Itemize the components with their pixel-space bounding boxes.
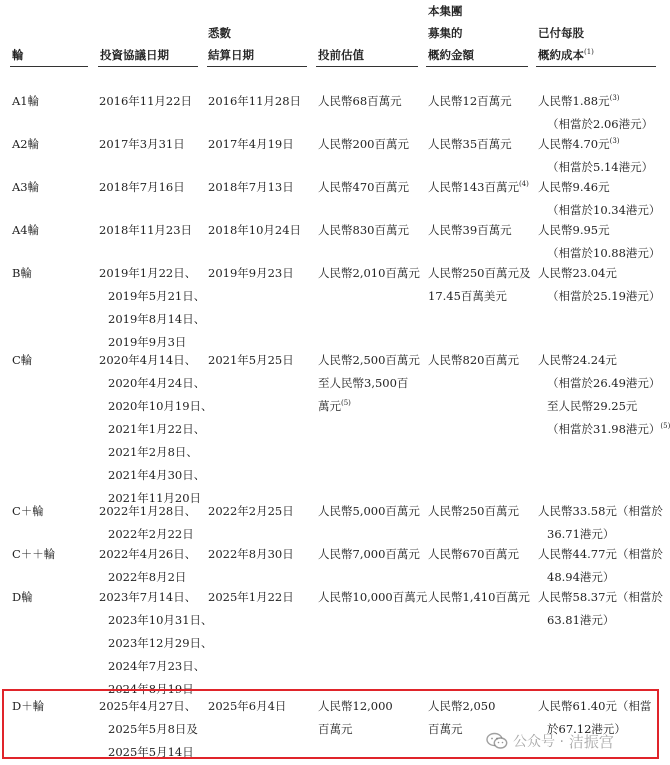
settlement-date-line: 2025年6月4日: [208, 699, 287, 713]
round-name: [12, 176, 39, 199]
agreement-dates-line: 2022年1月28日、: [99, 504, 197, 518]
agreement-dates-line: 2023年10月31日、: [108, 613, 213, 627]
amount-raised-line: 人民幣2,050: [428, 699, 496, 713]
amount-raised-line: 人民幣1,410百萬元: [428, 590, 530, 604]
header-rule-amount: [426, 66, 528, 67]
round-name-line: A3輪: [12, 180, 40, 194]
footnote-marker: (1): [584, 48, 594, 56]
pre-money-valuation-line: 人民幣2,500百萬元: [318, 353, 420, 367]
amount-raised: [428, 219, 512, 242]
settlement-date-line: 2018年10月24日: [208, 223, 302, 237]
cost-per-share: [538, 176, 660, 222]
amount-raised-line: 百萬元: [428, 722, 463, 736]
pre-money-valuation-line: 人民幣5,000百萬元: [318, 504, 420, 518]
agreement-dates-line: 2021年11月20日: [108, 491, 202, 505]
settlement-date: [208, 90, 301, 113]
cost-per-share: [538, 90, 653, 136]
cost-per-share-line: 人民幣44.77元（相當於: [538, 547, 663, 561]
agreement-dates-line: 2024年8月19日: [108, 682, 194, 696]
amount-raised: [428, 543, 519, 566]
header-cost-per-share: 已付每股 概約成本$^{(1)}$: [538, 26, 594, 62]
amount-raised: [428, 176, 529, 199]
agreement-dates-line: 2018年11月23日: [99, 223, 193, 237]
agreement-dates-line: 2021年2月8日、: [108, 445, 198, 459]
agreement-dates: [99, 219, 192, 242]
round-name: [12, 133, 39, 156]
pre-money-valuation: [318, 543, 420, 566]
amount-raised: [428, 349, 519, 372]
agreement-dates-line: 2020年4月24日、: [108, 376, 206, 390]
agreement-dates-line: 2025年4月27日、: [99, 699, 197, 713]
settlement-date-line: 2017年4月19日: [208, 137, 294, 151]
pre-money-valuation: [318, 219, 409, 242]
pre-money-valuation-line: 萬元: [318, 399, 341, 413]
settlement-date-line: 2016年11月28日: [208, 94, 302, 108]
round-name-line: B輪: [12, 266, 32, 280]
amount-raised-line: 人民幣250百萬元: [428, 504, 519, 518]
wechat-icon: [486, 732, 508, 750]
amount-raised-line: 人民幣820百萬元: [428, 353, 519, 367]
pre-money-valuation: [318, 349, 420, 418]
cost-per-share-line: 人民幣4.70元: [538, 137, 610, 151]
header-rule-round: [10, 66, 88, 67]
settlement-date: [208, 586, 294, 609]
footnote-marker: (3): [609, 137, 620, 145]
header-agreement-date: 投資協議日期: [100, 48, 169, 62]
amount-raised-line: 人民幣35百萬元: [428, 137, 512, 151]
amount-raised-line: 人民幣250百萬元及: [428, 266, 531, 280]
agreement-dates-line: 2019年9月3日: [108, 335, 187, 349]
header-rule-settlement: [207, 66, 307, 67]
cost-per-share: [538, 219, 660, 265]
cost-per-share-line: （相當於2.06港元）: [547, 117, 654, 131]
agreement-dates: [99, 176, 185, 199]
cost-per-share-line: （相當於10.34港元）: [547, 203, 661, 217]
agreement-dates-line: 2022年2月22日: [108, 527, 194, 541]
settlement-date: [208, 219, 301, 242]
agreement-dates: [99, 262, 205, 354]
round-name-line: D＋輪: [12, 699, 45, 713]
header-amount-raised: 本集團 募集的 概約金額: [428, 4, 474, 62]
cost-per-share-line: （相當於5.14港元）: [547, 160, 654, 174]
agreement-dates-line: 2020年10月19日、: [108, 399, 213, 413]
settlement-date-line: 2019年9月23日: [208, 266, 294, 280]
header-pre-money-valuation: 投前估值: [318, 48, 364, 62]
header-round: 輪: [12, 48, 24, 62]
amount-raised: [428, 586, 530, 609]
watermark: [486, 724, 614, 758]
agreement-dates-line: 2025年5月8日及: [108, 722, 198, 736]
agreement-dates-line: 2021年1月22日、: [108, 422, 206, 436]
settlement-date-line: 2022年8月30日: [208, 547, 294, 561]
cost-per-share-line: 人民幣1.88元: [538, 94, 610, 108]
round-name: [12, 349, 32, 372]
cost-per-share-line: 人民幣9.95元: [538, 223, 610, 237]
settlement-date: [208, 262, 294, 285]
agreement-dates-line: 2019年5月21日、: [108, 289, 206, 303]
pre-money-valuation: [318, 262, 420, 285]
cost-per-share: [538, 543, 663, 589]
agreement-dates-line: 2020年4月14日、: [99, 353, 197, 367]
amount-raised-line: 人民幣12百萬元: [428, 94, 512, 108]
round-name-line: C＋輪: [12, 504, 44, 518]
footnote-marker: (5): [341, 399, 351, 407]
pre-money-valuation-line: 人民幣200百萬元: [318, 137, 409, 151]
amount-raised: [428, 262, 530, 308]
round-name: [12, 543, 55, 566]
amount-raised-line: 人民幣39百萬元: [428, 223, 512, 237]
cost-per-share-line: 於67.12港元）: [547, 722, 626, 736]
amount-raised: [428, 133, 512, 156]
cost-per-share: [538, 500, 663, 546]
pre-money-valuation-line: 人民幣12,000: [318, 699, 393, 713]
round-name: [12, 90, 39, 113]
agreement-dates-line: 2023年12月29日、: [108, 636, 213, 650]
pre-money-valuation-line: 人民幣7,000百萬元: [318, 547, 420, 561]
round-name-line: A2輪: [12, 137, 40, 151]
cost-per-share-line: 48.94港元）: [547, 570, 615, 584]
header-rule-valuation: [316, 66, 418, 67]
agreement-dates-line: 2017年3月31日: [99, 137, 185, 151]
header-settlement-date: 悉數 結算日期: [208, 26, 254, 62]
amount-raised: [428, 500, 519, 523]
settlement-date: [208, 349, 294, 372]
footnote-marker: (3): [609, 94, 620, 102]
cost-per-share: [538, 586, 663, 632]
cost-per-share-line: 人民幣23.04元: [538, 266, 617, 280]
cost-per-share-line: （相當於26.49港元）: [547, 376, 661, 390]
cost-per-share-line: 人民幣33.58元（相當於: [538, 504, 663, 518]
watermark-text: 公众号 ·: [513, 734, 564, 750]
pre-money-valuation: [318, 586, 427, 609]
agreement-dates: [99, 90, 192, 113]
cost-per-share-line: 36.71港元）: [547, 527, 615, 541]
round-name: [12, 219, 39, 242]
cost-per-share: [538, 262, 660, 308]
settlement-date-line: 2018年7月13日: [208, 180, 294, 194]
agreement-dates-line: 2018年7月16日: [99, 180, 185, 194]
round-name: [12, 586, 33, 609]
agreement-dates-line: 2024年7月23日、: [108, 659, 206, 673]
amount-raised-line: 17.45百萬美元: [428, 289, 507, 303]
round-name: [12, 500, 44, 523]
header-rule-cost: [536, 66, 656, 67]
cost-per-share-line: 63.81港元）: [547, 613, 615, 627]
settlement-date: [208, 133, 294, 156]
cost-per-share-line: 人民幣61.40元（相當: [538, 699, 652, 713]
agreement-dates-line: 2022年4月26日、: [99, 547, 197, 561]
agreement-dates: [99, 133, 185, 156]
round-name: [12, 262, 32, 285]
agreement-dates: [99, 349, 213, 510]
cost-per-share: [538, 349, 670, 441]
pre-money-valuation: [318, 90, 402, 113]
pre-money-valuation: [318, 133, 409, 156]
header-rule-agreement: [98, 66, 198, 67]
amount-raised-line: 人民幣670百萬元: [428, 547, 519, 561]
pre-money-valuation: [318, 500, 420, 523]
agreement-dates: [99, 500, 196, 546]
round-name-line: A4輪: [12, 223, 40, 237]
footnote-marker: (4): [518, 180, 529, 188]
cost-per-share-line: 人民幣58.37元（相當於: [538, 590, 663, 604]
agreement-dates-line: 2021年4月30日、: [108, 468, 206, 482]
agreement-dates-line: 2019年1月22日、: [99, 266, 197, 280]
settlement-date-line: 2025年1月22日: [208, 590, 294, 604]
pre-money-valuation-line: 人民幣470百萬元: [318, 180, 409, 194]
pre-money-valuation-line: 至人民幣3,500百: [318, 376, 409, 390]
settlement-date: [208, 543, 294, 566]
cost-per-share-line: 人民幣9.46元: [538, 180, 610, 194]
amount-raised: [428, 90, 512, 113]
agreement-dates-line: 2019年8月14日、: [108, 312, 206, 326]
amount-raised-line: 人民幣143百萬元: [428, 180, 519, 194]
settlement-date-line: 2021年5月25日: [208, 353, 294, 367]
pre-money-valuation: [318, 176, 409, 199]
agreement-dates-line: 2016年11月22日: [99, 94, 193, 108]
pre-money-valuation-line: 人民幣10,000百萬元: [318, 590, 428, 604]
agreement-dates-line: 2023年7月14日、: [99, 590, 197, 604]
agreement-dates: [99, 543, 196, 589]
settlement-date: [208, 500, 294, 523]
settlement-date-line: 2022年2月25日: [208, 504, 294, 518]
round-name-line: D輪: [12, 590, 33, 604]
round-name-line: C輪: [12, 353, 33, 367]
round-name-line: C＋＋輪: [12, 547, 56, 561]
cost-per-share-line: 人民幣24.24元: [538, 353, 617, 367]
cost-per-share-line: （相當於10.88港元）: [547, 246, 661, 260]
pre-money-valuation-line: 人民幣830百萬元: [318, 223, 409, 237]
agreement-dates: [99, 586, 213, 701]
agreement-dates-line: 2025年5月14日: [108, 745, 194, 759]
settlement-date: [208, 176, 294, 199]
cost-per-share: [538, 133, 653, 179]
footnote-marker: (5): [660, 422, 670, 430]
cost-per-share-line: （相當於25.19港元）: [547, 289, 661, 303]
round-name-line: A1輪: [12, 94, 40, 108]
pre-money-valuation-line: 人民幣2,010百萬元: [318, 266, 420, 280]
watermark-brand: 洁振宫: [568, 732, 614, 751]
pre-money-valuation-line: 人民幣68百萬元: [318, 94, 402, 108]
agreement-dates-line: 2022年8月2日: [108, 570, 187, 584]
cost-per-share-line: （相當於31.98港元）: [547, 422, 661, 436]
cost-per-share-line: 至人民幣29.25元: [547, 399, 638, 413]
pre-money-valuation-line: 百萬元: [318, 722, 353, 736]
